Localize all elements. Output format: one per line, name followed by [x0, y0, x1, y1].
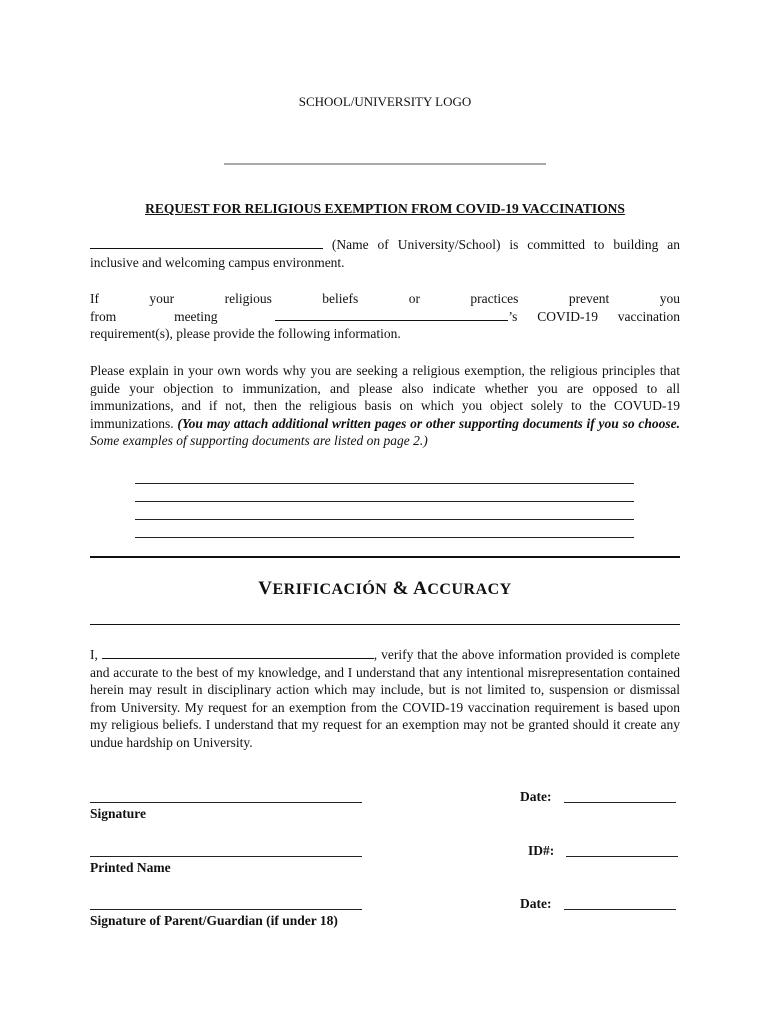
guardian-signature-label: Signature of Parent/Guardian (if under 18)	[90, 913, 338, 928]
requirement-text-lead: If your religious beliefs or practices prevent you from meeting	[90, 291, 680, 324]
explanation-note-bold: (You may attach additional written pages or other supporting documents if you so choose.	[177, 415, 680, 431]
explanation-line-4[interactable]	[135, 537, 634, 538]
date2-field-line[interactable]	[564, 909, 676, 910]
explanation-line-1[interactable]	[135, 483, 634, 484]
form-title: REQUEST FOR RELIGIOUS EXEMPTION FROM COVID-19 VACCINATIONS	[145, 201, 625, 216]
verification-paragraph	[90, 646, 680, 752]
university-name-blank-2[interactable]	[275, 308, 508, 321]
intro-text: (Name of University/School) is committed to building an inclusive and welcoming campus environment.	[90, 237, 680, 270]
university-name-blank[interactable]	[90, 236, 323, 249]
date2-label: Date:	[520, 896, 552, 911]
verification-heading: VERIFICACIÓN & ACCURACY	[258, 578, 512, 599]
verifier-name-blank[interactable]	[102, 646, 374, 659]
signature-label: Signature	[90, 806, 147, 821]
date-label: Date:	[520, 789, 552, 804]
signature-line[interactable]	[90, 802, 362, 803]
section-divider-bottom	[90, 624, 680, 625]
explanation-line-3[interactable]	[135, 519, 634, 520]
explanation-text: Please explain in your own words why you are seeking a religious exemption, the religious principles that guide your objection to immunization, and please also indicate whether you are opposed to all immunizations, and if not, then the religious basis on which you object solely to the COVUD-19 immunizations.	[90, 363, 680, 431]
school-logo-placeholder: SCHOOL/UNIVERSITY LOGO	[298, 94, 472, 109]
id-field-line[interactable]	[566, 856, 678, 857]
requirement-text-tail: ’s COVID-19 vaccination requirement(s), please provide the following information.	[90, 308, 681, 342]
logo-divider	[224, 163, 546, 165]
guardian-signature-line[interactable]	[90, 909, 362, 910]
explanation-note-italic: Some examples of supporting documents are listed on page 2.)	[90, 433, 428, 449]
explanation-paragraph	[90, 362, 680, 450]
date-field-line[interactable]	[564, 802, 676, 803]
id-label: ID#:	[528, 843, 555, 858]
verification-text: , verify that the above information provided is complete and accurate to the best of my knowledge, and I understand that any intentional misrepresentation contained herein may result in disciplinary action which may include, but is not limited to, suspension or dismissal from University. My request for an exemption from the COVID-19 vaccination requirement is based upon my religious beliefs. I understand that my request for an exemption may not be granted should it create any undue hardship on University.	[90, 647, 680, 750]
printed-name-label: Printed Name	[90, 860, 171, 875]
intro-paragraph	[90, 236, 680, 271]
printed-name-line[interactable]	[90, 856, 362, 857]
explanation-line-2[interactable]	[135, 501, 634, 502]
requirement-paragraph	[90, 290, 680, 343]
section-divider-top	[90, 556, 680, 558]
verification-lead: I,	[90, 647, 102, 662]
